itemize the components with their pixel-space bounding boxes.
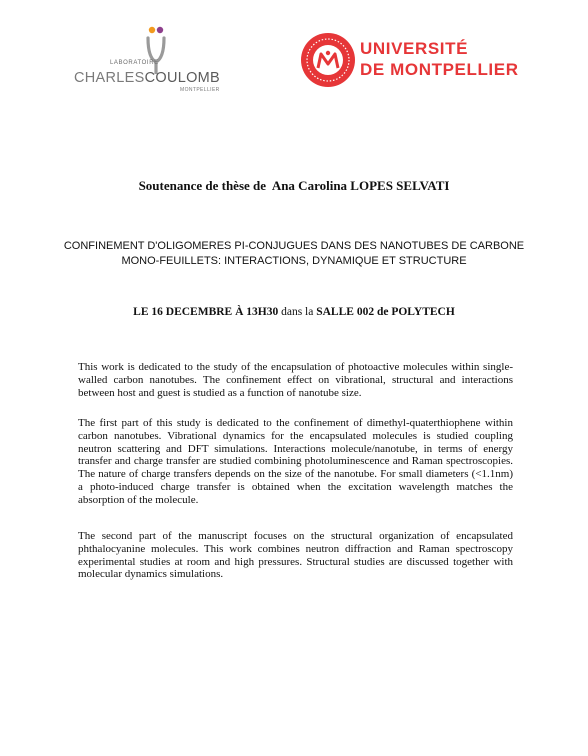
candidate-name: Ana Carolina LOPES SELVATI bbox=[271, 178, 450, 193]
abstract-paragraph-3: The second part of the manuscript focuses on the structural organization of encapsulated phthalocyanine molecules. This work combines neutron diffraction and Raman spectroscopy experimental studies at room and high pressures. Structural studies are discussed together with molecular dynamics simulations. bbox=[78, 530, 513, 581]
lab-label: LABORATOIRE bbox=[110, 60, 159, 66]
lab-city: MONTPELLIER bbox=[180, 87, 220, 93]
event-info bbox=[0, 306, 588, 318]
university-wordmark-line2: DE MONTPELLIER bbox=[360, 60, 519, 79]
university-wordmark bbox=[360, 38, 519, 80]
lab-name-second: COULOMB bbox=[144, 70, 221, 86]
defense-heading bbox=[0, 178, 588, 194]
lab-logo bbox=[72, 24, 232, 93]
defense-prefix: Soutenance de thèse de bbox=[138, 178, 272, 193]
university-seal-icon bbox=[300, 32, 356, 88]
event-room: SALLE 002 de POLYTECH bbox=[316, 306, 455, 318]
abstract-paragraph-2: The first part of this study is dedicated to the confinement of dimethyl-quaterthiophene within carbon nanotubes. Vibrational dynamics for the encapsulated molecules is studied coupling neutron scattering and DFT simulations. Interactions molecule/nanotube, in terms of energy transfer and charge transfer are studied combining photoluminescence and Raman spectroscopies. The nature of charge transfers depends on the size of the nanotube. For small diameters (<1.1nm) a photo-induced charge transfer is obtained when the excitation wavelength matches the absorption of the molecule. bbox=[78, 417, 513, 506]
lab-name-first: CHARLES bbox=[74, 70, 145, 86]
event-date-time: LE 16 DECEMBRE À 13H30 bbox=[133, 306, 279, 318]
thesis-title: CONFINEMENT D'OLIGOMERES PI-CONJUGUES DANS DES NANOTUBES DE CARBONE MONO-FEUILLETS: INTERACTIONS, DYNAMIQUE ET STRUCTURE bbox=[63, 240, 525, 267]
event-connector: dans la bbox=[278, 306, 317, 318]
abstract-paragraph-1: This work is dedicated to the study of the encapsulation of photoactive molecules within single-walled carbon nanotubes. The confinement effect on vibrational, structural and interactions between host and guest is studied as a function of nanotube size. bbox=[78, 361, 513, 399]
coulomb-mark-icon bbox=[130, 24, 186, 74]
lab-name bbox=[74, 70, 220, 86]
university-wordmark-line1: UNIVERSITÉ bbox=[360, 39, 469, 58]
